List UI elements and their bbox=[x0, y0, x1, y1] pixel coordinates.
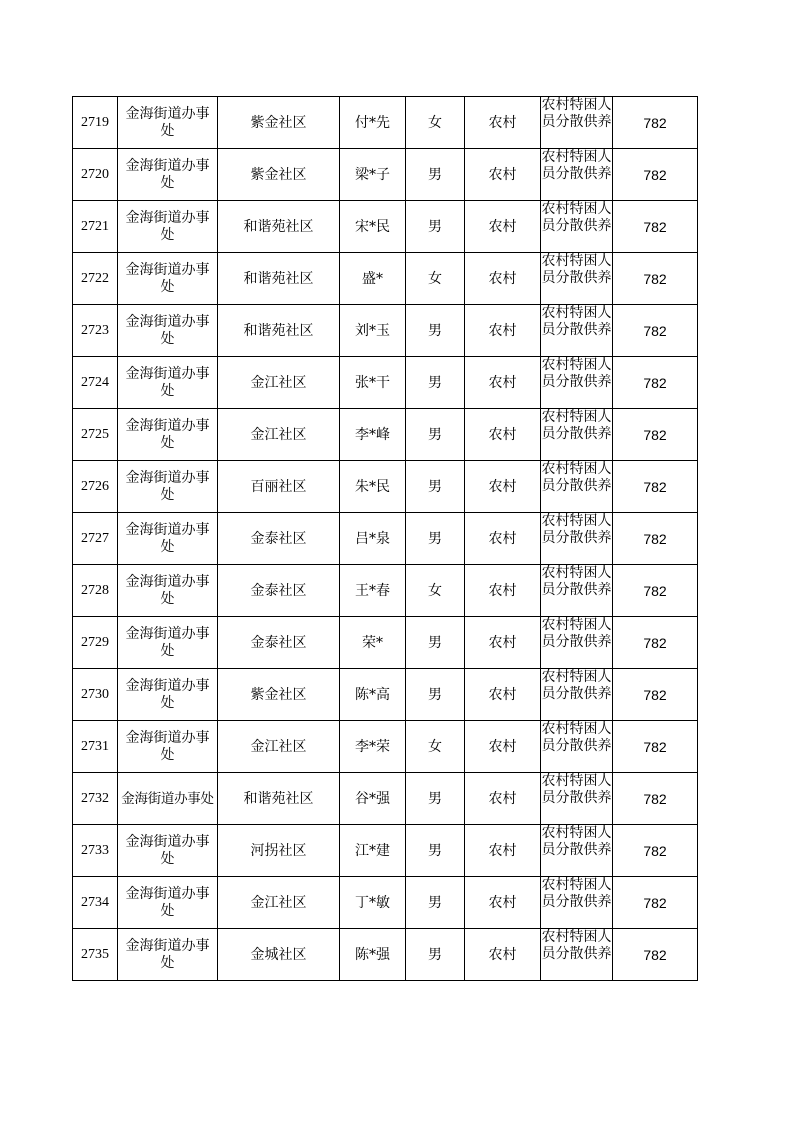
category-cell bbox=[541, 201, 613, 253]
office-label: 金海街道办事处 bbox=[125, 157, 210, 191]
residence-cell: 农村 bbox=[465, 97, 541, 149]
row-number-cell: 2723 bbox=[73, 305, 118, 357]
name-cell: 梁*子 bbox=[340, 149, 406, 201]
table-row bbox=[73, 357, 698, 409]
name-cell: 宋*民 bbox=[340, 201, 406, 253]
amount-cell: 782 bbox=[613, 929, 698, 981]
office-label: 金海街道办事处 bbox=[125, 105, 210, 139]
name-cell: 陈*强 bbox=[340, 929, 406, 981]
category-cell bbox=[541, 669, 613, 721]
category-cell bbox=[541, 357, 613, 409]
amount-cell: 782 bbox=[613, 825, 698, 877]
category-cell bbox=[541, 929, 613, 981]
table-row bbox=[73, 513, 698, 565]
residence-cell: 农村 bbox=[465, 721, 541, 773]
category-cell bbox=[541, 825, 613, 877]
name-cell: 吕*泉 bbox=[340, 513, 406, 565]
table-body bbox=[73, 97, 698, 981]
category-label: 农村特困人员分散供养 bbox=[541, 877, 612, 910]
office-cell bbox=[118, 929, 218, 981]
name-cell: 李*荣 bbox=[340, 721, 406, 773]
row-number-cell: 2731 bbox=[73, 721, 118, 773]
office-cell bbox=[118, 617, 218, 669]
category-cell bbox=[541, 617, 613, 669]
community-cell: 金江社区 bbox=[218, 721, 340, 773]
office-label: 金海街道办事处 bbox=[121, 790, 214, 807]
residence-cell: 农村 bbox=[465, 669, 541, 721]
name-cell: 陈*高 bbox=[340, 669, 406, 721]
office-cell bbox=[118, 305, 218, 357]
gender-cell: 男 bbox=[406, 877, 465, 929]
category-cell bbox=[541, 149, 613, 201]
community-cell: 金泰社区 bbox=[218, 617, 340, 669]
table-row bbox=[73, 565, 698, 617]
category-cell bbox=[541, 877, 613, 929]
office-label: 金海街道办事处 bbox=[125, 521, 210, 555]
row-number-cell: 2735 bbox=[73, 929, 118, 981]
amount-cell: 782 bbox=[613, 305, 698, 357]
office-cell bbox=[118, 201, 218, 253]
amount-cell: 782 bbox=[613, 409, 698, 461]
name-cell: 张*干 bbox=[340, 357, 406, 409]
name-cell: 李*峰 bbox=[340, 409, 406, 461]
office-cell bbox=[118, 825, 218, 877]
name-cell: 江*建 bbox=[340, 825, 406, 877]
table-row bbox=[73, 409, 698, 461]
gender-cell: 男 bbox=[406, 461, 465, 513]
category-label: 农村特困人员分散供养 bbox=[541, 149, 612, 182]
row-number-cell: 2721 bbox=[73, 201, 118, 253]
amount-cell: 782 bbox=[613, 773, 698, 825]
residence-cell: 农村 bbox=[465, 201, 541, 253]
amount-cell: 782 bbox=[613, 721, 698, 773]
gender-cell: 男 bbox=[406, 149, 465, 201]
gender-cell: 女 bbox=[406, 97, 465, 149]
category-label: 农村特困人员分散供养 bbox=[541, 929, 612, 962]
amount-cell: 782 bbox=[613, 253, 698, 305]
name-cell: 丁*敏 bbox=[340, 877, 406, 929]
office-label: 金海街道办事处 bbox=[125, 209, 210, 243]
community-cell: 百丽社区 bbox=[218, 461, 340, 513]
table-row bbox=[73, 97, 698, 149]
table-row bbox=[73, 149, 698, 201]
gender-cell: 男 bbox=[406, 409, 465, 461]
office-label: 金海街道办事处 bbox=[125, 677, 210, 711]
office-label: 金海街道办事处 bbox=[125, 937, 210, 971]
table-row bbox=[73, 253, 698, 305]
office-label: 金海街道办事处 bbox=[125, 885, 210, 919]
category-label: 农村特困人员分散供养 bbox=[541, 305, 612, 338]
table-row bbox=[73, 721, 698, 773]
category-label: 农村特困人员分散供养 bbox=[541, 773, 612, 806]
category-label: 农村特困人员分散供养 bbox=[541, 513, 612, 546]
community-cell: 金江社区 bbox=[218, 877, 340, 929]
gender-cell: 男 bbox=[406, 513, 465, 565]
residence-cell: 农村 bbox=[465, 773, 541, 825]
gender-cell: 男 bbox=[406, 773, 465, 825]
gender-cell: 女 bbox=[406, 565, 465, 617]
amount-cell: 782 bbox=[613, 669, 698, 721]
office-cell bbox=[118, 565, 218, 617]
community-cell: 河拐社区 bbox=[218, 825, 340, 877]
gender-cell: 女 bbox=[406, 253, 465, 305]
category-cell bbox=[541, 721, 613, 773]
category-label: 农村特困人员分散供养 bbox=[541, 409, 612, 442]
table-row bbox=[73, 617, 698, 669]
office-cell bbox=[118, 721, 218, 773]
row-number-cell: 2725 bbox=[73, 409, 118, 461]
office-cell bbox=[118, 409, 218, 461]
office-label: 金海街道办事处 bbox=[125, 469, 210, 503]
gender-cell: 男 bbox=[406, 929, 465, 981]
residence-cell: 农村 bbox=[465, 357, 541, 409]
residence-cell: 农村 bbox=[465, 929, 541, 981]
row-number-cell: 2724 bbox=[73, 357, 118, 409]
category-label: 农村特困人员分散供养 bbox=[541, 253, 612, 286]
name-cell: 朱*民 bbox=[340, 461, 406, 513]
relief-recipient-table bbox=[72, 96, 698, 981]
office-label: 金海街道办事处 bbox=[125, 625, 210, 659]
table-row bbox=[73, 825, 698, 877]
office-label: 金海街道办事处 bbox=[125, 365, 210, 399]
amount-cell: 782 bbox=[613, 201, 698, 253]
table-row bbox=[73, 773, 698, 825]
gender-cell: 男 bbox=[406, 825, 465, 877]
table-row bbox=[73, 929, 698, 981]
category-label: 农村特困人员分散供养 bbox=[541, 721, 612, 754]
row-number-cell: 2726 bbox=[73, 461, 118, 513]
residence-cell: 农村 bbox=[465, 877, 541, 929]
community-cell: 紫金社区 bbox=[218, 97, 340, 149]
row-number-cell: 2727 bbox=[73, 513, 118, 565]
residence-cell: 农村 bbox=[465, 461, 541, 513]
office-label: 金海街道办事处 bbox=[125, 417, 210, 451]
amount-cell: 782 bbox=[613, 877, 698, 929]
office-cell bbox=[118, 513, 218, 565]
amount-cell: 782 bbox=[613, 357, 698, 409]
community-cell: 和谐苑社区 bbox=[218, 305, 340, 357]
residence-cell: 农村 bbox=[465, 409, 541, 461]
office-cell bbox=[118, 97, 218, 149]
category-label: 农村特困人员分散供养 bbox=[541, 669, 612, 702]
office-cell bbox=[118, 669, 218, 721]
category-label: 农村特困人员分散供养 bbox=[541, 97, 612, 130]
row-number-cell: 2720 bbox=[73, 149, 118, 201]
residence-cell: 农村 bbox=[465, 305, 541, 357]
row-number-cell: 2728 bbox=[73, 565, 118, 617]
gender-cell: 男 bbox=[406, 201, 465, 253]
residence-cell: 农村 bbox=[465, 565, 541, 617]
row-number-cell: 2722 bbox=[73, 253, 118, 305]
office-label: 金海街道办事处 bbox=[125, 833, 210, 867]
office-cell bbox=[118, 461, 218, 513]
gender-cell: 男 bbox=[406, 305, 465, 357]
community-cell: 金江社区 bbox=[218, 409, 340, 461]
office-label: 金海街道办事处 bbox=[125, 261, 210, 295]
residence-cell: 农村 bbox=[465, 825, 541, 877]
office-cell bbox=[118, 253, 218, 305]
name-cell: 付*先 bbox=[340, 97, 406, 149]
row-number-cell: 2733 bbox=[73, 825, 118, 877]
amount-cell: 782 bbox=[613, 565, 698, 617]
category-cell bbox=[541, 97, 613, 149]
office-cell bbox=[118, 877, 218, 929]
office-label: 金海街道办事处 bbox=[125, 729, 210, 763]
community-cell: 紫金社区 bbox=[218, 149, 340, 201]
name-cell: 荣* bbox=[340, 617, 406, 669]
category-label: 农村特困人员分散供养 bbox=[541, 357, 612, 390]
gender-cell: 男 bbox=[406, 669, 465, 721]
gender-cell: 女 bbox=[406, 721, 465, 773]
row-number-cell: 2730 bbox=[73, 669, 118, 721]
community-cell: 金泰社区 bbox=[218, 565, 340, 617]
category-cell bbox=[541, 253, 613, 305]
name-cell: 王*春 bbox=[340, 565, 406, 617]
gender-cell: 男 bbox=[406, 617, 465, 669]
category-cell bbox=[541, 513, 613, 565]
amount-cell: 782 bbox=[613, 461, 698, 513]
residence-cell: 农村 bbox=[465, 513, 541, 565]
category-cell bbox=[541, 565, 613, 617]
category-label: 农村特困人员分散供养 bbox=[541, 825, 612, 858]
community-cell: 和谐苑社区 bbox=[218, 253, 340, 305]
category-cell bbox=[541, 461, 613, 513]
row-number-cell: 2719 bbox=[73, 97, 118, 149]
office-cell bbox=[118, 773, 218, 825]
name-cell: 盛* bbox=[340, 253, 406, 305]
row-number-cell: 2732 bbox=[73, 773, 118, 825]
office-label: 金海街道办事处 bbox=[125, 573, 210, 607]
community-cell: 金城社区 bbox=[218, 929, 340, 981]
community-cell: 和谐苑社区 bbox=[218, 201, 340, 253]
residence-cell: 农村 bbox=[465, 149, 541, 201]
gender-cell: 男 bbox=[406, 357, 465, 409]
community-cell: 紫金社区 bbox=[218, 669, 340, 721]
community-cell: 金江社区 bbox=[218, 357, 340, 409]
table-row bbox=[73, 201, 698, 253]
table-row bbox=[73, 669, 698, 721]
category-cell bbox=[541, 773, 613, 825]
table-row bbox=[73, 877, 698, 929]
category-label: 农村特困人员分散供养 bbox=[541, 201, 612, 234]
category-label: 农村特困人员分散供养 bbox=[541, 565, 612, 598]
amount-cell: 782 bbox=[613, 617, 698, 669]
row-number-cell: 2734 bbox=[73, 877, 118, 929]
name-cell: 谷*强 bbox=[340, 773, 406, 825]
category-cell bbox=[541, 305, 613, 357]
amount-cell: 782 bbox=[613, 97, 698, 149]
community-cell: 金泰社区 bbox=[218, 513, 340, 565]
amount-cell: 782 bbox=[613, 149, 698, 201]
table-row bbox=[73, 461, 698, 513]
name-cell: 刘*玉 bbox=[340, 305, 406, 357]
residence-cell: 农村 bbox=[465, 617, 541, 669]
community-cell: 和谐苑社区 bbox=[218, 773, 340, 825]
office-cell bbox=[118, 357, 218, 409]
amount-cell: 782 bbox=[613, 513, 698, 565]
residence-cell: 农村 bbox=[465, 253, 541, 305]
category-label: 农村特困人员分散供养 bbox=[541, 617, 612, 650]
category-label: 农村特困人员分散供养 bbox=[541, 461, 612, 494]
category-cell bbox=[541, 409, 613, 461]
office-label: 金海街道办事处 bbox=[125, 313, 210, 347]
table-row bbox=[73, 305, 698, 357]
office-cell bbox=[118, 149, 218, 201]
row-number-cell: 2729 bbox=[73, 617, 118, 669]
